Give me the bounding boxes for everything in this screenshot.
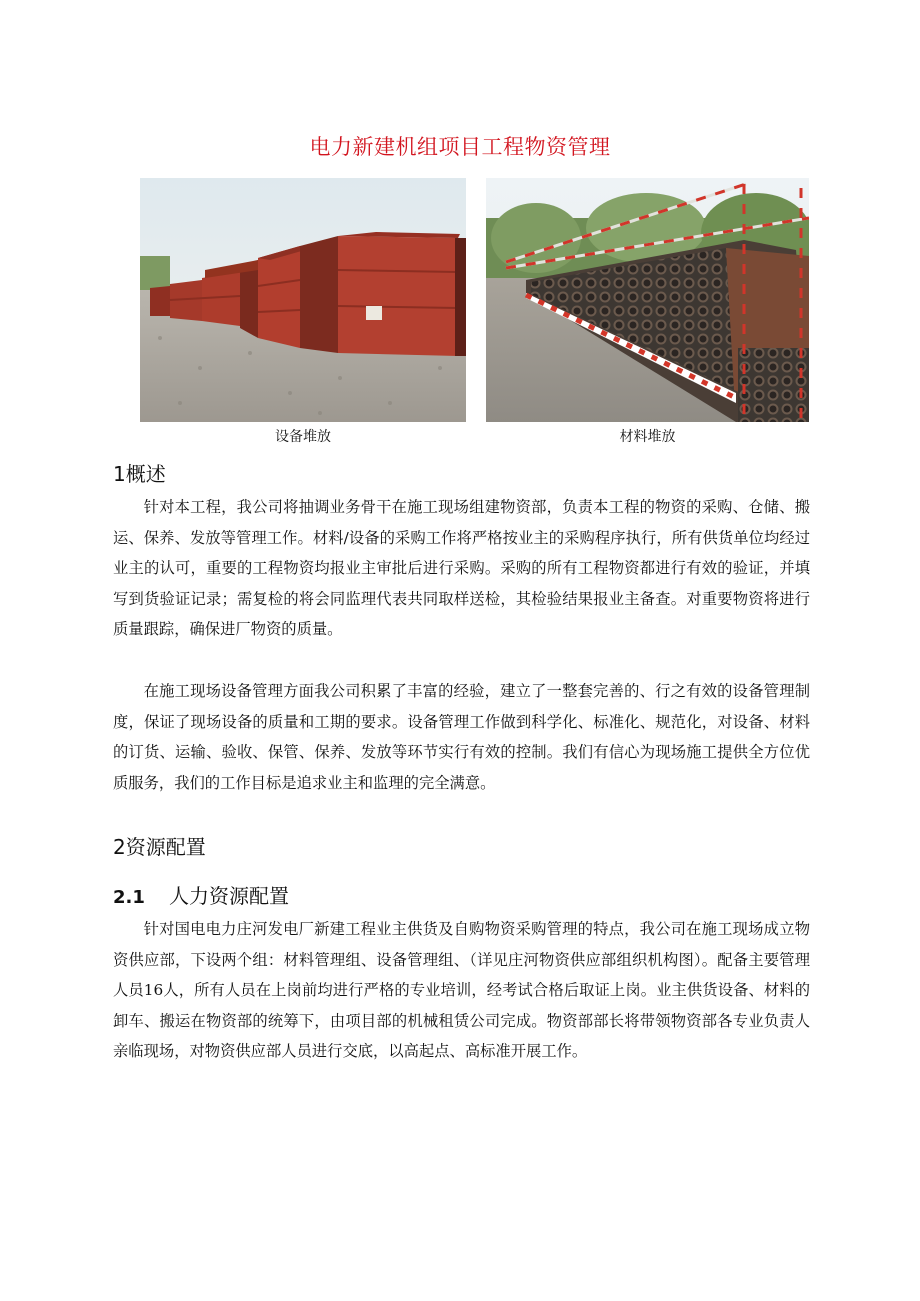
material-storage-photo: [486, 178, 809, 422]
section-2-heading: 2资源配置: [113, 835, 206, 859]
section-1-paragraph-2: 在施工现场设备管理方面我公司积累了丰富的经验，建立了一整套完善的、行之有效的设备管理制度，保证了现场设备的质量和工期的要求。设备管理工作做到科学化、标准化、规范化，对设备、材料的订货、运输、验收、保管、保养、发放等环节实行有效的控制。我们有信心为现场施工提供全方位优质服务，我们的工作目标是追求业主和监理的完全满意。: [113, 682, 810, 792]
section-2-1-paragraph: 针对国电电力庄河发电厂新建工程业主供货及自购物资采购管理的特点，我公司在施工现场成立物资供应部，下设两个组：材料管理组、设备管理组、（详见庄河物资供应部组织机构图）。配备主要管理人员16人，所有人员在上岗前均进行严格的专业培训，经考试合格后取证上岗。业主供货设备、材料的卸车、搬运在物资部的统筹下，由项目部的机械租赁公司完成。物资部部长将带领物资部各专业负责人亲临现场，对物资供应部人员进行交底，以高起点、高标准开展工作。: [113, 920, 810, 1061]
material-storage-caption: 材料堆放: [619, 429, 676, 445]
section-2-1-title: 人力资源配置: [169, 884, 289, 908]
document-title: 电力新建机组项目工程物资管理: [309, 135, 611, 159]
section-2-1-number: 2.1: [113, 887, 145, 908]
section-1-paragraph-1: 针对本工程，我公司将抽调业务骨干在施工现场组建物资部，负责本工程的物资的采购、仓储、搬运、保养、发放等管理工作。材料/设备的采购工作将严格按业主的采购程序执行，所有供货单位均经过业主的认可，重要的工程物资均报业主审批后进行采购。采购的所有工程物资都进行有效的验证，并填写到货验证记录；需复检的将会同监理代表共同取样送检，其检验结果报业主备查。对重要物资将进行质量跟踪，确保进厂物资的质量。: [113, 498, 810, 639]
equipment-storage-photo: [140, 178, 466, 422]
equipment-storage-caption: 设备堆放: [275, 429, 331, 445]
section-2-1-heading: [113, 880, 289, 909]
section-1-heading: 1概述: [113, 462, 166, 486]
